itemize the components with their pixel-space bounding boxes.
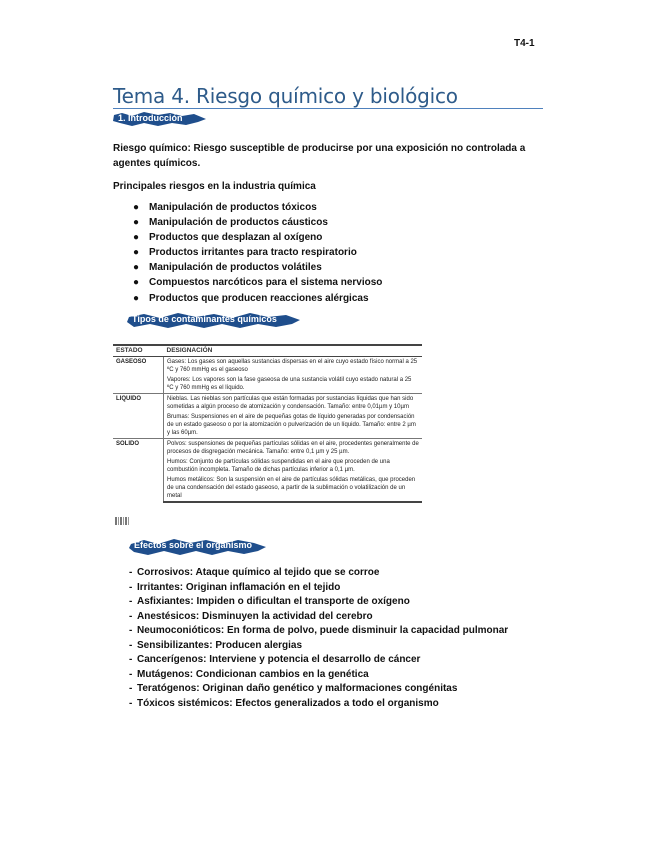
risks-list (113, 200, 382, 306)
table-cell-estado: GASEOSO (113, 357, 164, 394)
list-item: - Corrosivos: Ataque químico al tejido que se corroe (129, 567, 380, 578)
title-underline (113, 108, 543, 109)
section-heading-text: 1. Introducción (118, 113, 183, 123)
table-cell: Humos: Conjunto de partículas sólidas suspendidas en el aire que proceden de una combustión incompleta. Tamaño de dichas partículas inferior a 0,1 µm. (167, 459, 390, 473)
definition-text: Riesgo químico: Riesgo susceptible de producirse por una exposición no controlada a agentes químicos. (113, 143, 526, 169)
list-item: ● Manipulación de productos tóxicos (133, 202, 317, 213)
bullet-icon: ● (133, 247, 140, 259)
section-heading-tipos-contaminantes (126, 311, 302, 331)
list-item: ● Manipulación de productos volátiles (133, 262, 322, 274)
list-item: ● Manipulación de productos cáusticos (133, 217, 328, 229)
table-cell: Humos metálicos: Son la suspensión en el aire de partículas sólidas metálicas, que proceden de una condensación del estado gaseoso, a partir de la sublimación o volatilización de un metal (164, 475, 423, 502)
list-item: ● Productos que desplazan al oxígeno (133, 232, 323, 244)
list-item: ● Compuestos narcóticos para el sistema nervioso (133, 277, 383, 289)
table-cell-estado: SOLIDO (113, 439, 164, 503)
list-item: ● Productos irritantes para tracto respiratorio (133, 247, 357, 259)
dash-icon: - (129, 596, 133, 607)
table-header: ESTADO (113, 345, 164, 357)
dash-icon: - (129, 567, 133, 578)
section-heading-text: Tipos de contaminantes químicos (132, 314, 277, 324)
bullet-icon: ● (133, 202, 140, 213)
table-row (113, 357, 422, 376)
table-row (113, 439, 422, 458)
bullet-icon: ● (133, 262, 140, 274)
section-heading-text: Efectos sobre el organismo (134, 540, 253, 550)
list-item: - Irritantes: Originan inflamación en el tejido (129, 581, 341, 593)
table-cell: Nieblas. Las nieblas son partículas que están formadas por sustancias líquidas que han sido sometidas a algún proceso de atomización y condensación. Tamaño: entre 0,01µm y 10µm (164, 394, 423, 413)
list-item: - Asfixiantes: Impiden o dificultan el transporte de oxígeno (129, 596, 410, 607)
watermark-stamp-icon (114, 516, 130, 526)
table-cell-estado: LIQUIDO (113, 394, 164, 439)
dash-icon: - (129, 683, 133, 694)
dash-icon: - (129, 639, 133, 651)
contaminant-states-table (113, 344, 422, 503)
bullet-icon: ● (133, 292, 140, 304)
list-item: ● Productos que producen reacciones alérgicas (133, 292, 369, 304)
dash-icon: - (129, 654, 133, 665)
list-item: - Sensibilizantes: Producen alergias (129, 639, 303, 651)
dash-icon: - (129, 581, 133, 593)
bullet-icon: ● (133, 277, 140, 289)
risks-heading: Principales riesgos en la industria química (113, 181, 316, 192)
list-item: - Cancerígenos: Interviene y potencia el desarrollo de cáncer (129, 654, 421, 665)
section-heading-efectos (128, 537, 268, 558)
table-cell: Vapores: Los vapores son la fase gaseosa de una sustancia volátil cuyo estado natural a 25 ºC y 760 mmHg es el líquido. (167, 377, 412, 391)
list-item: - Teratógenos: Originan daño genético y malformaciones congénitas (129, 683, 458, 694)
table-cell: Polvos: suspensiones de pequeñas partículas sólidas en el aire, procedentes generalmente de procesos de disgregación mecánica. Tamaño: entre 0,1 µm y 25 µm. (164, 439, 423, 458)
dash-icon: - (129, 610, 133, 622)
list-item: - Tóxicos sistémicos: Efectos generalizados a todo el organismo (129, 697, 439, 709)
dash-icon: - (129, 668, 133, 680)
page-title: Tema 4. Riesgo químico y biológico (113, 84, 458, 108)
table-cell: Gases: Los gases son aquellas sustancias dispersas en el aire cuyo estado físico normal a 25 ºC y 760 mmHg es el gaseoso (164, 357, 423, 376)
section-heading-introduccion (112, 110, 208, 128)
table-cell: Brumas: Suspensiones en el aire de pequeñas gotas de líquido generadas por condensación de un estado gaseoso o por la atomización o pulverización de un líquido. Tamaño: entre 2 µm y las 60µm. (167, 414, 416, 436)
table-row (113, 394, 422, 413)
list-item: - Mutágenos: Condicionan cambios en la genética (129, 668, 369, 680)
effects-list (113, 566, 508, 711)
list-item: - Neumoconióticos: En forma de polvo, puede disminuir la capacidad pulmonar (129, 625, 509, 636)
dash-icon: - (129, 625, 133, 636)
bullet-icon: ● (133, 232, 140, 244)
page-number: T4-1 (514, 38, 535, 49)
bullet-icon: ● (133, 217, 140, 229)
dash-icon: - (129, 697, 133, 709)
table-header: DESIGNACIÓN (164, 345, 423, 357)
list-item: - Anestésicos: Disminuyen la actividad del cerebro (129, 610, 373, 622)
